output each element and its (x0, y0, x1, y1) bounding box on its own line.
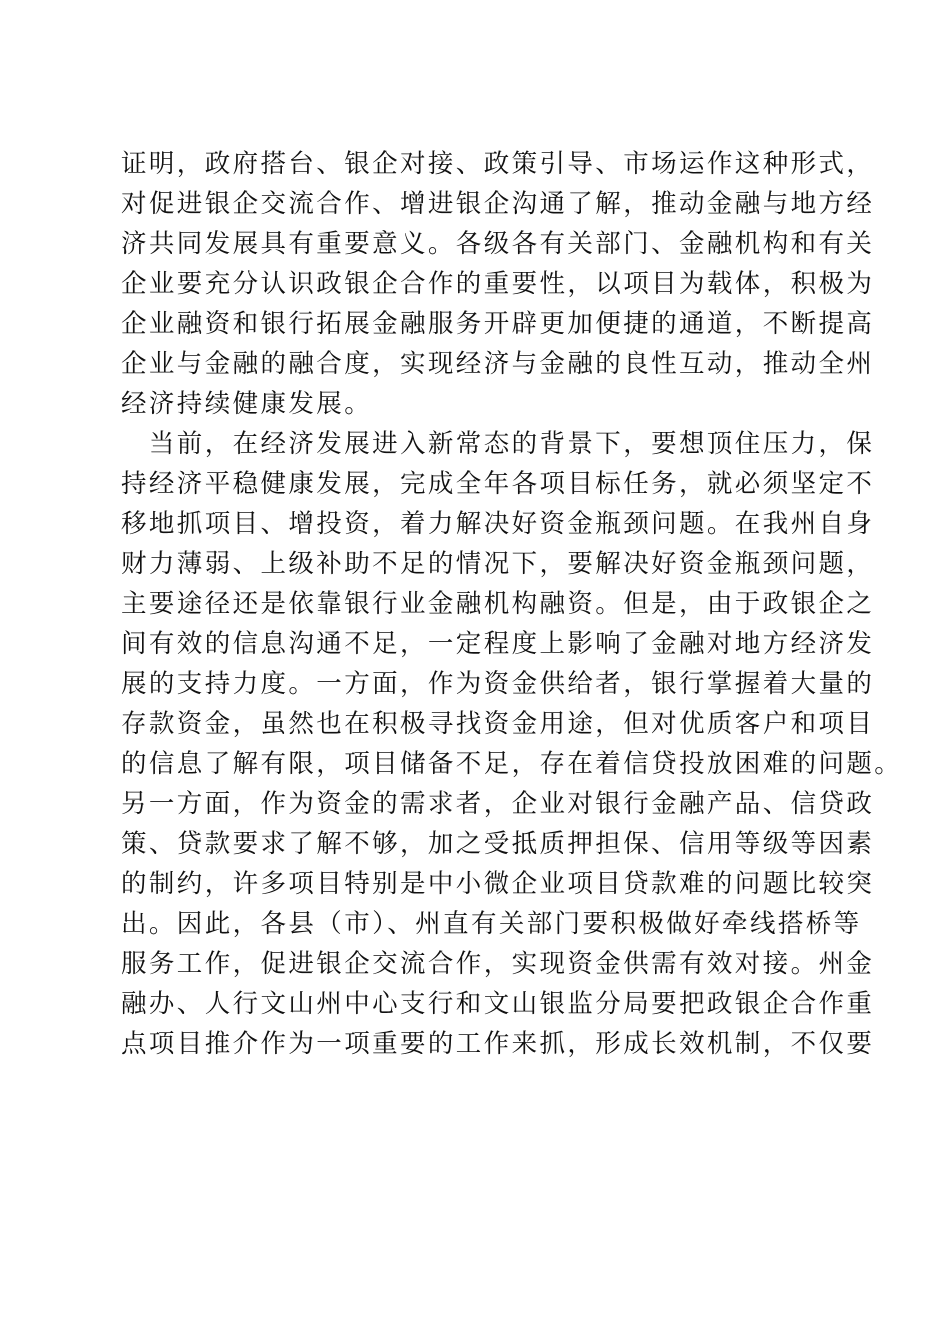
text-line: 间有效的信息沟通不足，一定程度上影响了金融对地方经济发 (121, 629, 875, 659)
text-line: 展的支持力度。一方面，作为资金供给者，银行掌握着大量的 (121, 669, 875, 699)
text-line: 融办、人行文山州中心支行和文山银监分局要把政银企合作重 (121, 989, 875, 1019)
text-line: 对促进银企交流合作、增进银企沟通了解，推动金融与地方经 (121, 189, 875, 219)
text-line: 服务工作，促进银企交流合作，实现资金供需有效对接。州金 (121, 949, 875, 979)
text-line: 的制约，许多项目特别是中小微企业项目贷款难的问题比较突 (121, 869, 875, 899)
text-line: 存款资金，虽然也在积极寻找资金用途，但对优质客户和项目 (121, 709, 875, 739)
text-line: 的信息了解有限，项目储备不足，存在着信贷投放困难的问题。 (121, 749, 903, 779)
paragraph-2 (121, 424, 903, 1064)
text-line: 企业融资和银行拓展金融服务开辟更加便捷的通道，不断提高 (121, 309, 875, 339)
text-line: 主要途径还是依靠银行业金融机构融资。但是，由于政银企之 (121, 589, 875, 619)
text-line: 证明，政府搭台、银企对接、政策引导、市场运作这种形式， (121, 149, 875, 179)
text-line: 企业要充分认识政银企合作的重要性，以项目为载体，积极为 (121, 269, 875, 299)
text-line: 策、贷款要求了解不够，加之受抵质押担保、信用等级等因素 (121, 829, 875, 859)
text-line: 持经济平稳健康发展，完成全年各项目标任务，就必须坚定不 (121, 469, 875, 499)
paragraph-1 (121, 144, 875, 424)
document-body (121, 144, 903, 1064)
text-line: 财力薄弱、上级补助不足的情况下，要解决好资金瓶颈问题， (121, 549, 875, 579)
text-line: 出。因此，各县（市）、州直有关部门要积极做好牵线搭桥等 (121, 909, 862, 939)
text-line: 济共同发展具有重要意义。各级各有关部门、金融机构和有关 (121, 229, 875, 259)
text-line: 移地抓项目、增投资，着力解决好资金瓶颈问题。在我州自身 (121, 509, 875, 539)
text-line: 另一方面，作为资金的需求者，企业对银行金融产品、信贷政 (121, 789, 875, 819)
text-line: 当前，在经济发展进入新常态的背景下，要想顶住压力，保 (121, 429, 875, 459)
text-line: 经济持续健康发展。 (121, 389, 373, 419)
text-line: 企业与金融的融合度，实现经济与金融的良性互动，推动全州 (121, 349, 875, 379)
text-line: 点项目推介作为一项重要的工作来抓，形成长效机制，不仅要 (121, 1029, 875, 1059)
